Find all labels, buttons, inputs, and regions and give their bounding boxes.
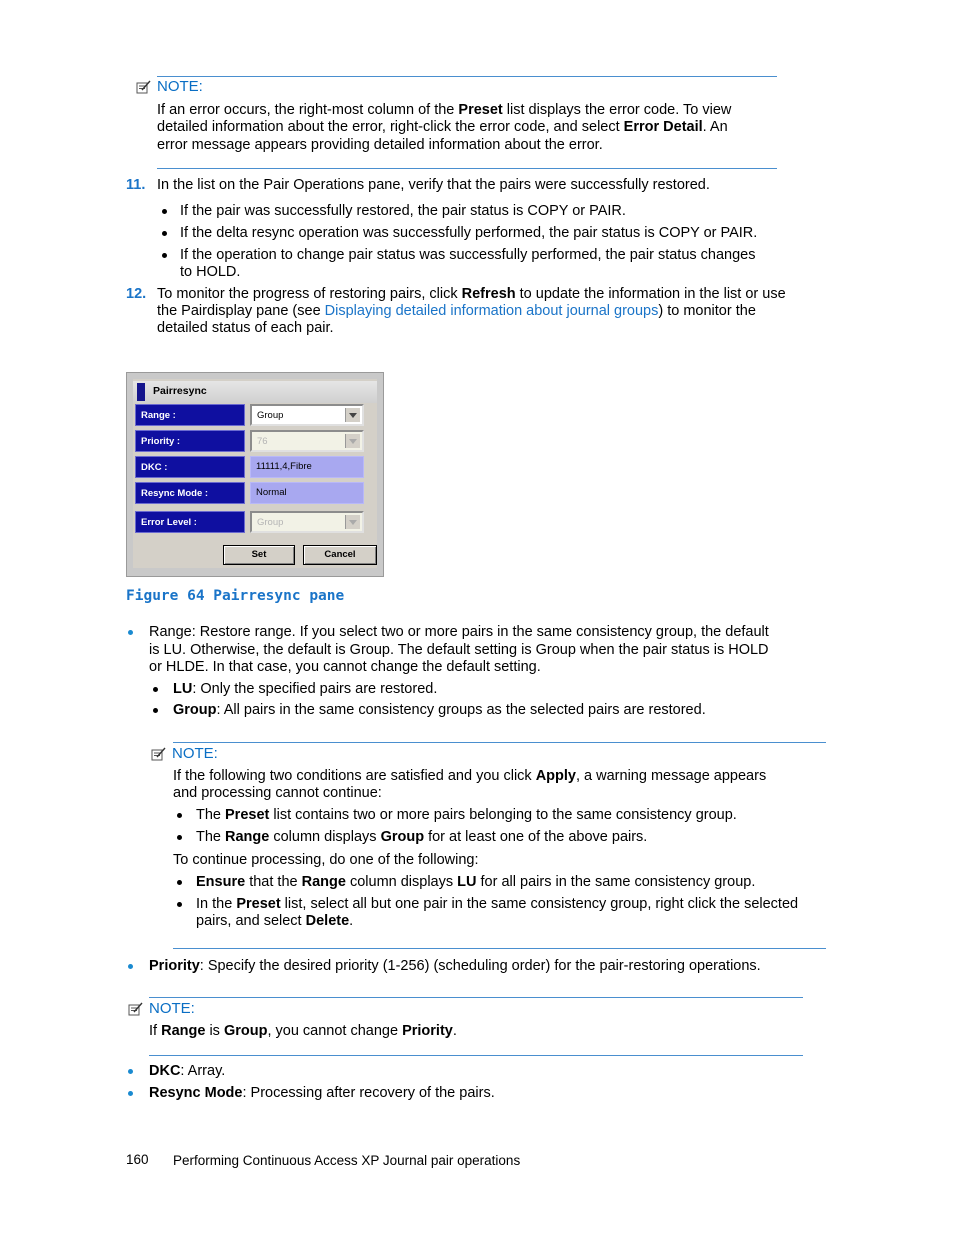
resync-mode-label: Resync Mode : xyxy=(135,482,245,504)
page-number: 160 xyxy=(126,1152,149,1167)
pane-title: Pairresync xyxy=(153,385,207,397)
note-text: If an error occurs, the right-most column of the Preset list displays the error code. To view xyxy=(157,102,732,118)
body-text: Resync Mode: Processing after recovery of the pairs. xyxy=(149,1085,495,1101)
list-item: The Range column displays Group for at least one of the above pairs. xyxy=(196,829,648,845)
bullet xyxy=(162,231,167,236)
bullet xyxy=(128,630,133,635)
list-item: Group: All pairs in the same consistency groups as the selected pairs are restored. xyxy=(173,702,706,718)
bullet xyxy=(128,964,133,969)
footer-title: Performing Continuous Access XP Journal pair operations xyxy=(173,1153,521,1168)
bullet xyxy=(177,902,182,907)
note-header xyxy=(128,1000,195,1017)
note-text: If the following two conditions are satisfied and you click Apply, a warning message appears xyxy=(173,768,767,784)
step-number: 12. xyxy=(126,286,147,302)
step-text: In the list on the Pair Operations pane, verify that the pairs were successfully restored. xyxy=(157,177,710,193)
pane-header xyxy=(133,381,377,403)
pairresync-pane xyxy=(126,372,384,577)
body-text: DKC: Array. xyxy=(149,1063,226,1079)
list-item: If the delta resync operation was successfully performed, the pair status is COPY or PAIR. xyxy=(180,225,758,241)
body-text: Priority: Specify the desired priority (1-256) (scheduling order) for the pair-restoring operations. xyxy=(149,958,761,974)
note-text: error message appears providing detailed information about the error. xyxy=(157,137,603,153)
divider xyxy=(149,997,803,998)
error-level-select: Group xyxy=(250,511,364,533)
note-text: and processing cannot continue: xyxy=(173,785,382,801)
set-button[interactable]: Set xyxy=(223,545,295,565)
body-text: Range: Restore range. If you select two or more pairs in the same consistency group, the default xyxy=(149,624,769,640)
note-text: detailed information about the error, right-click the error code, and select Error Detail. An xyxy=(157,119,728,135)
note-icon xyxy=(128,1002,143,1016)
bullet xyxy=(177,835,182,840)
priority-label: Priority : xyxy=(135,430,245,452)
note-header xyxy=(136,78,203,95)
figure-caption: Figure 64 Pairresync pane xyxy=(126,588,345,604)
note-text: If Range is Group, you cannot change Priority. xyxy=(149,1023,457,1039)
bullet xyxy=(177,813,182,818)
note-header xyxy=(151,745,218,762)
note-title: NOTE: xyxy=(172,745,218,762)
step-number: 11. xyxy=(126,177,146,193)
bullet xyxy=(128,1091,133,1096)
divider xyxy=(149,1055,803,1056)
list-item: LU: Only the specified pairs are restored. xyxy=(173,681,438,697)
range-select[interactable]: Group xyxy=(250,404,364,426)
range-label: Range : xyxy=(135,404,245,426)
step-text: the Pairdisplay pane (see Displaying detailed information about journal groups) to monitor the xyxy=(157,303,756,319)
error-level-label: Error Level : xyxy=(135,511,245,533)
note-text: To continue processing, do one of the following: xyxy=(173,852,479,868)
resync-mode-value: Normal xyxy=(250,482,364,504)
journal-groups-link[interactable]: Displaying detailed information about journal groups xyxy=(324,303,659,319)
note-icon xyxy=(136,80,151,94)
cancel-button[interactable]: Cancel xyxy=(303,545,377,565)
note-title: NOTE: xyxy=(149,1000,195,1017)
bullet xyxy=(128,1069,133,1074)
divider xyxy=(173,948,826,949)
step-text: To monitor the progress of restoring pairs, click Refresh to update the information in the list or use xyxy=(157,286,786,302)
list-item: In the Preset list, select all but one pair in the same consistency group, right click the selected xyxy=(196,896,799,912)
note-icon xyxy=(151,747,166,761)
bullet xyxy=(162,209,167,214)
body-text: or HLDE. In that case, you cannot change the default setting. xyxy=(149,659,541,675)
chevron-down-icon xyxy=(345,515,360,529)
note-title: NOTE: xyxy=(157,78,203,95)
divider xyxy=(157,76,777,77)
list-item: to HOLD. xyxy=(180,264,241,280)
bullet xyxy=(162,253,167,258)
list-item: If the operation to change pair status was successfully performed, the pair status changes xyxy=(180,247,756,263)
bullet xyxy=(177,880,182,885)
divider xyxy=(157,168,777,169)
chevron-down-icon xyxy=(345,434,360,448)
bullet xyxy=(153,708,158,713)
chevron-down-icon[interactable] xyxy=(345,408,360,422)
list-item: pairs, and select Delete. xyxy=(196,913,354,929)
list-item: The Preset list contains two or more pairs belonging to the same consistency group. xyxy=(196,807,737,823)
header-marker xyxy=(137,383,145,401)
body-text: is LU. Otherwise, the default is Group. The default setting is Group when the pair status is HOLD xyxy=(149,642,769,658)
dkc-label: DKC : xyxy=(135,456,245,478)
step-text: detailed status of each pair. xyxy=(157,320,334,336)
priority-select: 76 xyxy=(250,430,364,452)
list-item: Ensure that the Range column displays LU for all pairs in the same consistency group. xyxy=(196,874,756,890)
divider xyxy=(173,742,826,743)
list-item: If the pair was successfully restored, the pair status is COPY or PAIR. xyxy=(180,203,626,219)
dkc-value: 11111,4,Fibre xyxy=(250,456,364,478)
bullet xyxy=(153,687,158,692)
